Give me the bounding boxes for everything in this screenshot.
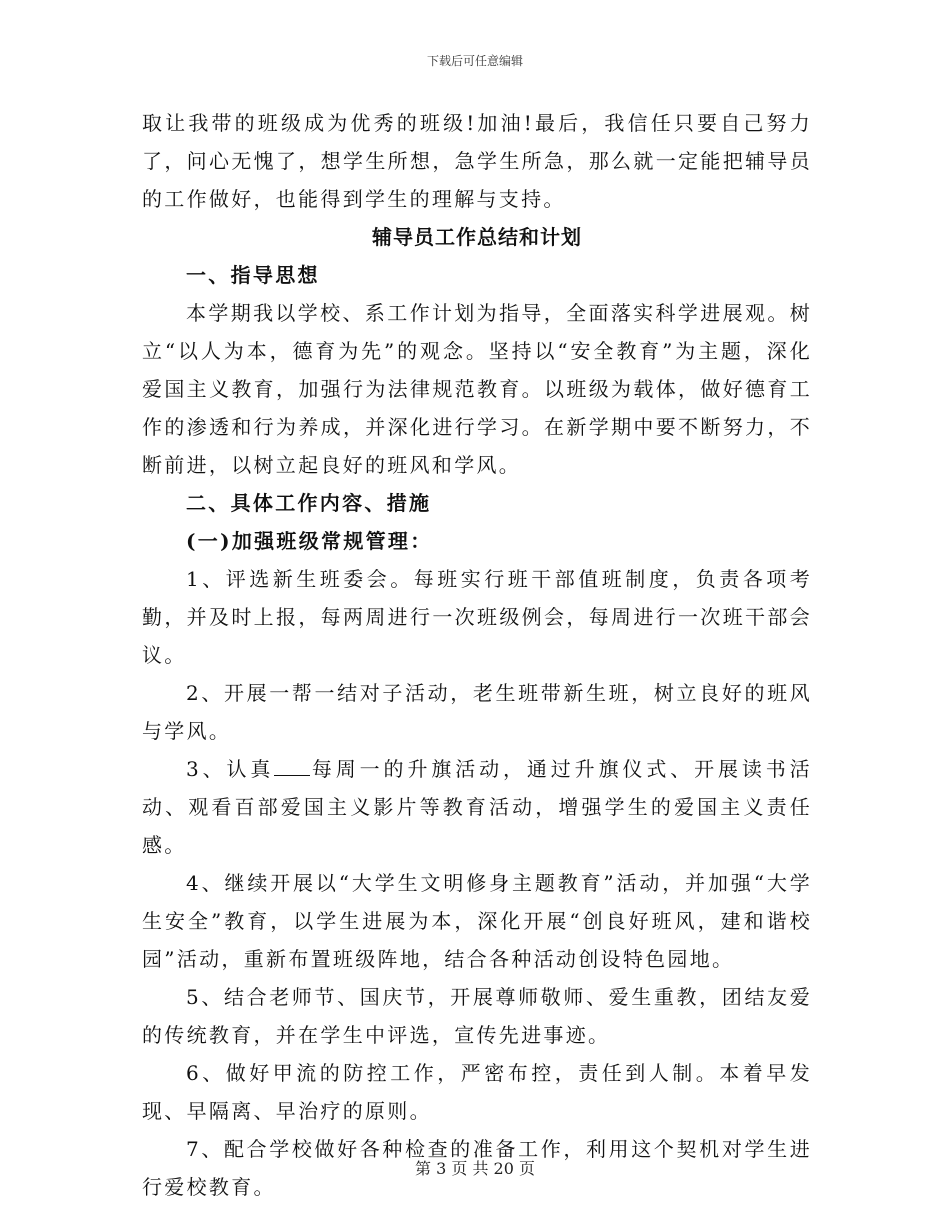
guiding-thought-paragraph: 本学期我以学校、系工作计划为指导，全面落实科学进展观。树立“以人为本，德育为先”的观念。坚持以“安全教育”为主题，深化爱国主义教育，加强行为法律规范教育。以班级为载体，做好德育工作的渗透和行为养成，并深化进行学习。在新学期中要不断努力，不断前进，以树立起良好的班风和学风。 [142,301,812,477]
subsection-heading-class-management: (一)加强班级常规管理： [186,529,433,553]
section-heading-work-content: 二、具体工作内容、措施 [186,491,432,515]
list-item-3-lead: 3、认真 [186,757,275,781]
document-body [142,104,812,1206]
list-item-5: 5、结合老师节、国庆节，开展尊师敬师、爱生重教，团结友爱的传统教育，并在学生中评选，宣传先进事迹。 [142,985,812,1047]
document-title: 辅导员工作总结和计划 [372,225,582,249]
fill-in-blank [274,753,310,776]
list-item-2: 2、开展一帮一结对子活动，老生班带新生班，树立良好的班风与学风。 [142,681,812,743]
list-item-3-tail: 每周一的升旗活动，通过升旗仪式、开展读书活动、观看百部爱国主义影片等教育活动，增强学生的爱国主义责任感。 [142,757,812,857]
section-heading-guiding-thought: 一、指导思想 [186,263,320,287]
list-item-7: 7、配合学校做好各种检查的准备工作，利用这个契机对学生进行爱校教育。 [142,1137,812,1199]
intro-paragraph: 取让我带的班级成为优秀的班级!加油!最后，我信任只要自己努力了，问心无愧了，想学生所想，急学生所急，那么就一定能把辅导员的工作做好，也能得到学生的理解与支持。 [142,111,812,211]
list-item-6: 6、做好甲流的防控工作，严密布控，责任到人制。本着早发现、早隔离、早治疗的原则。 [142,1061,812,1123]
list-item-4: 4、继续开展以“大学生文明修身主题教育”活动，并加强“大学生安全”教育，以学生进展为本，深化开展“创良好班风，建和谐校园”活动，重新布置班级阵地，结合各种活动创设特色园地。 [142,871,812,971]
list-item-1: 1、评选新生班委会。每班实行班干部值班制度，负责各项考勤，并及时上报，每两周进行一次班级例会，每周进行一次班干部会议。 [142,567,812,667]
list-item-3 [142,750,812,864]
page-header: 下载后可任意编辑 [426,54,523,68]
page-footer: 第 3 页 共 20 页 [415,1159,535,1178]
